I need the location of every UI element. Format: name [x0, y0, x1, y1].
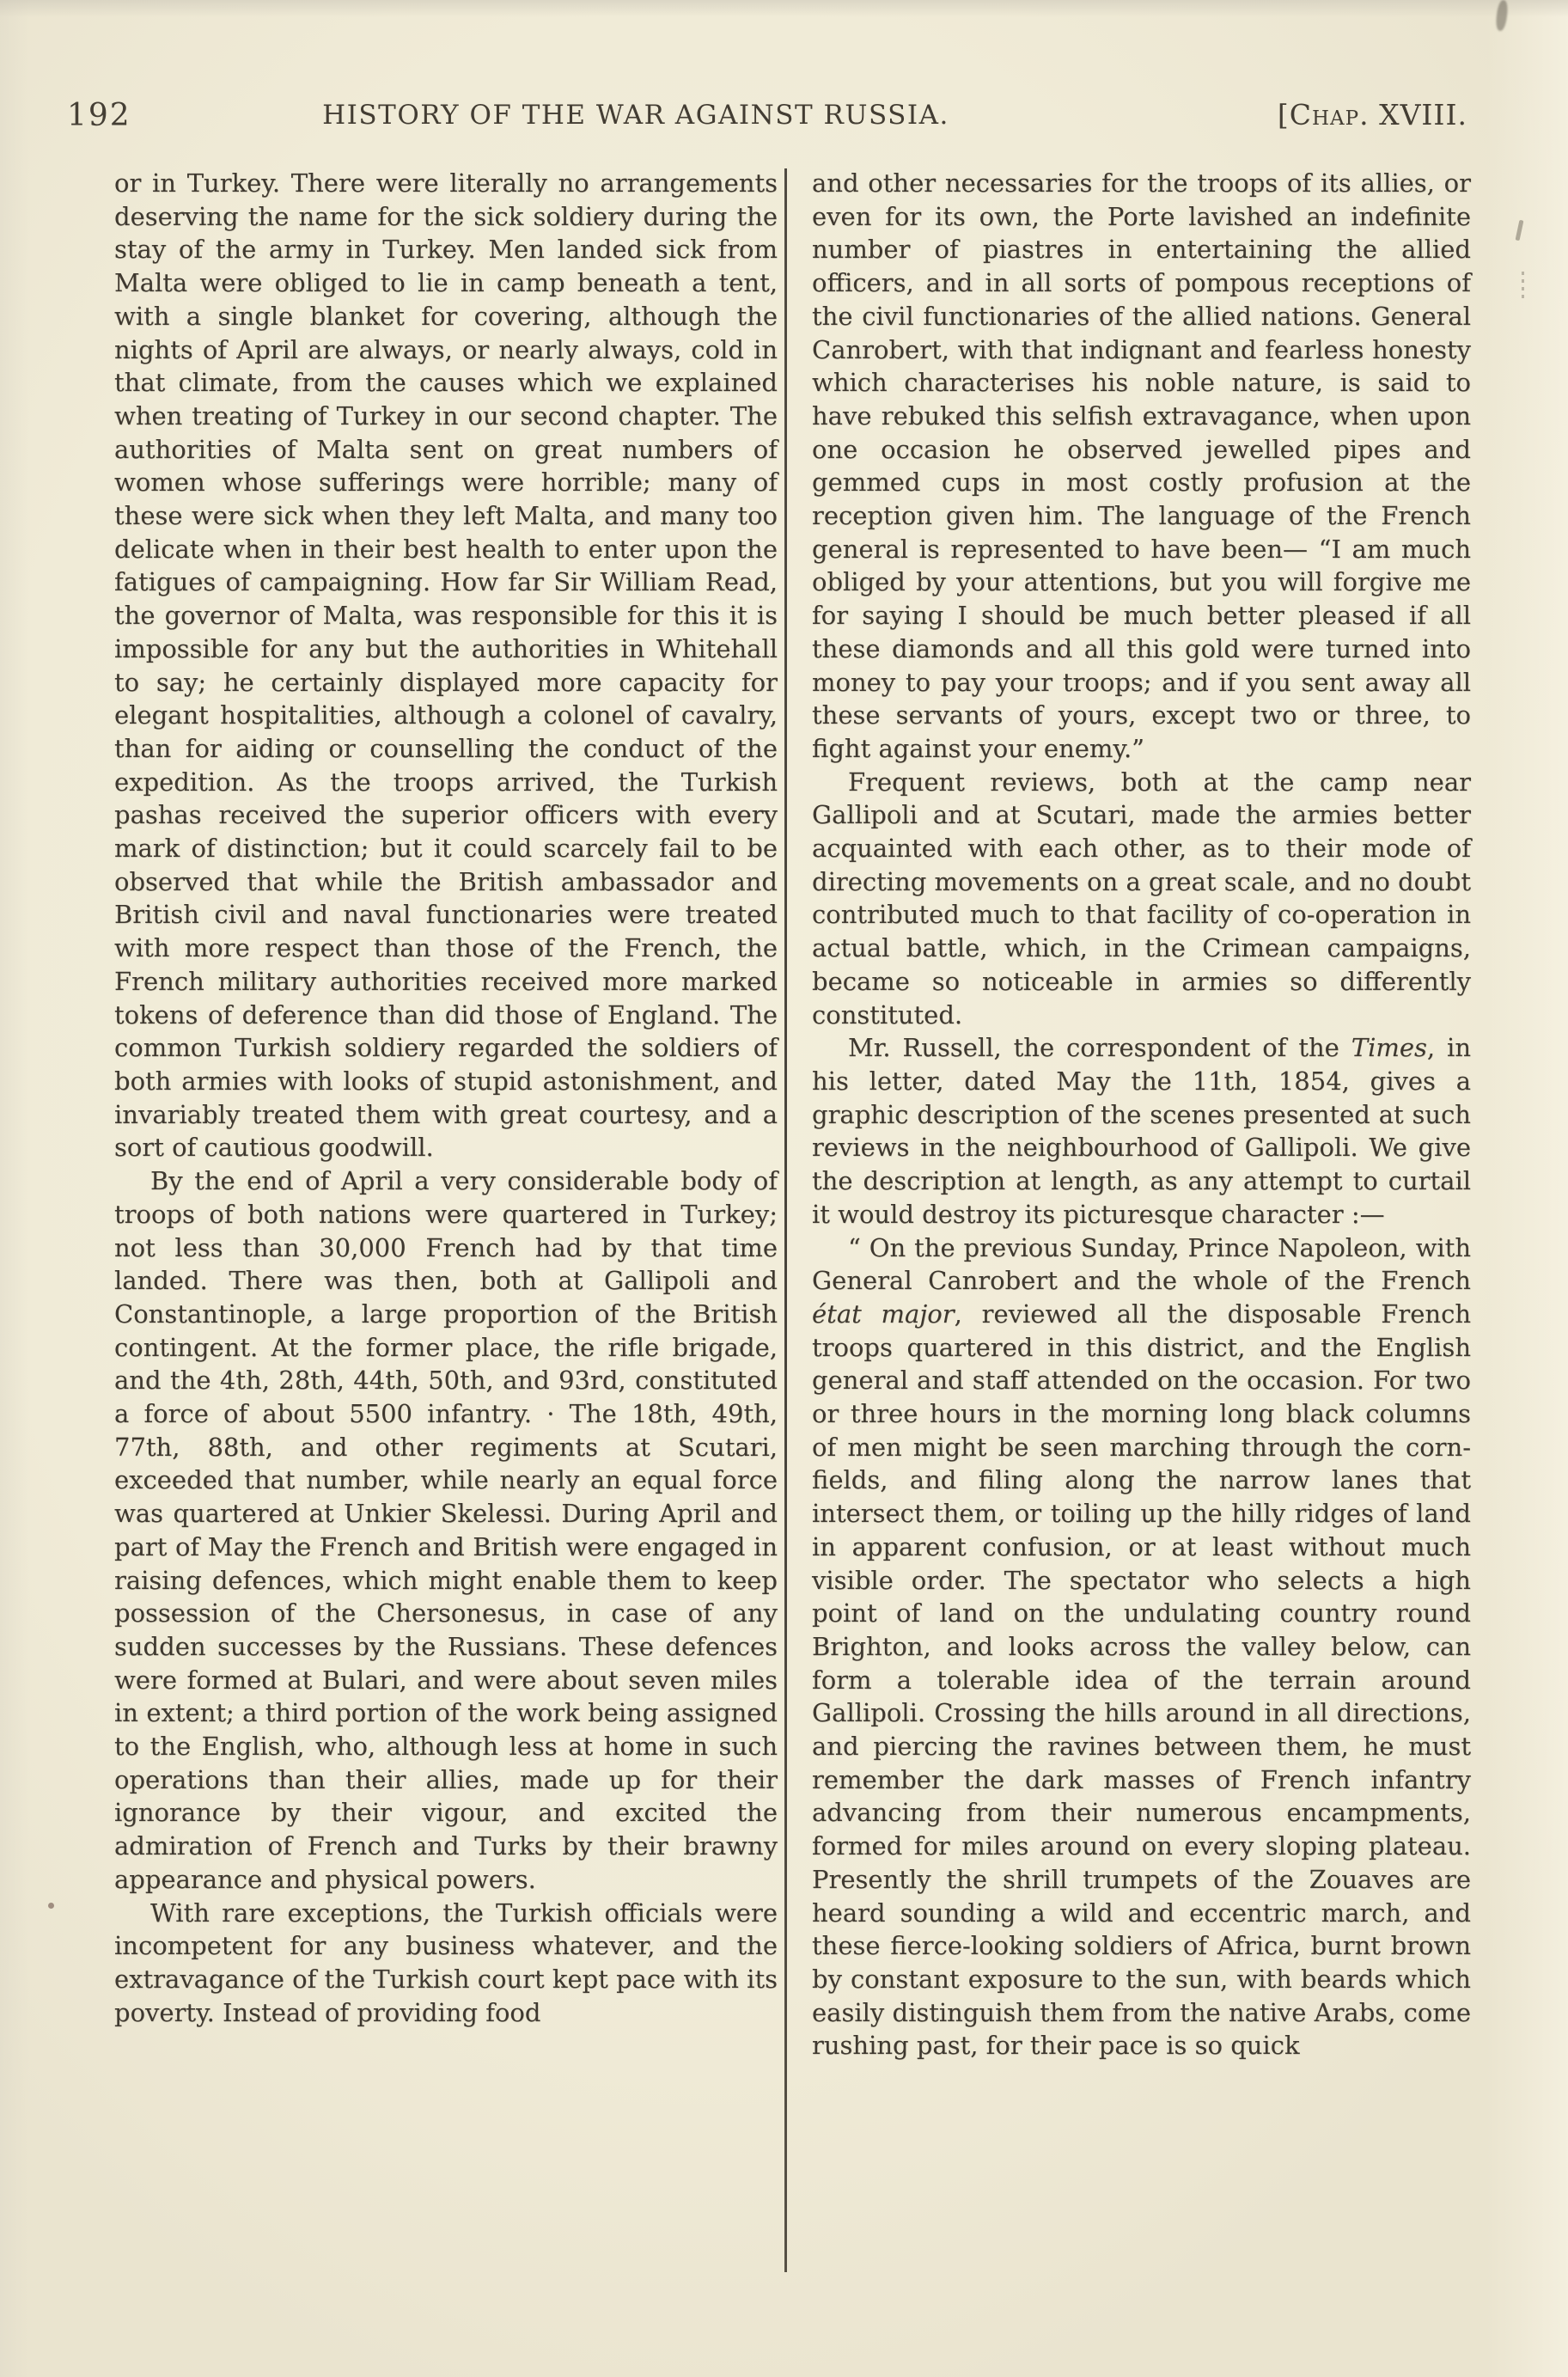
scan-mark — [1522, 272, 1524, 301]
scan-smudge — [1495, 0, 1509, 32]
text-column-left — [114, 167, 778, 2029]
chapter-label: [Chap. XVIII. — [1277, 98, 1467, 131]
text-run: With rare exceptions, the Turkish officials were incompetent for any business whatever, and the extravagance of the Turkish court kept pace with its poverty. Instead of providing food — [114, 1897, 778, 2027]
scan-speck — [48, 1903, 54, 1909]
paragraph — [812, 1231, 1471, 2063]
page-title: HISTORY OF THE WAR AGAINST RUSSIA. — [322, 100, 949, 131]
text-run: Mr. Russell, the correspondent of the — [848, 1033, 1351, 1063]
paragraph — [812, 766, 1471, 1032]
paragraph — [812, 1031, 1471, 1231]
text-run: or in Turkey. There were literally no arrangements deserving the name for the sick soldiery during the stay of the army in Turkey. Men landed sick from Malta were obliged to lie in camp beneath a tent, with a single blanket for covering, although the nights of April are always, or nearly always, cold in that climate, from the causes which we explained when treating of Turkey in our second chapter. The authorities of Malta sent on great numbers of women whose sufferings were horrible; many of these were sick when they left Malta, and many too delicate when in their best health to enter upon the fatigues of campaigning. How far Sir William Read, the governor of Malta, was responsible for this it is impossible for any but the authorities in Whitehall to say; he certainly displayed more capacity for elegant hospitalities, although a colonel of cavalry, than for aiding or counselling the conduct of the expedition. As the troops arrived, the Turkish pashas received the superior officers with every mark of distinction; but it could scarcely fail to be observed that while the British ambassador and British civil and naval functionaries were treated with more respect than those of the French, the French military authorities received more marked tokens of deference than did those of England. The common Turkish soldiery regarded the soldiers of both armies with looks of stupid astonishment, and invariably treated them with great courtesy, and a sort of cautious goodwill. — [114, 168, 778, 1163]
paragraph — [114, 167, 778, 1164]
text-column-right — [812, 167, 1471, 2062]
paragraph — [114, 1164, 778, 1896]
text-run: , reviewed all the disposable French troops quartered in this district, and the English general and staff attended on the occasion. For two or three hours in the morning long black columns of men might be seen marching through the corn-fields, and filing along the narrow lanes that intersect them, or toiling up the hilly ridges of land in apparent confusion, or at least without much visible order. The spectator who selects a high point of land on the undulating country round Brighton, and looks across the valley below, can form a tolerable idea of the terrain around Gallipoli. Crossing the hills around in all directions, and piercing the ravines between them, he must remember the dark masses of French infantry advancing from their numerous encampments, formed for miles around on every sloping plateau. Presently the shrill trumpets of the Zouaves are heard sounding a wild and eccentric march, and these fierce-looking soldiers of Africa, burnt brown by constant exposure to the sun, with beards which easily distinguish them from the native Arabs, come rushing past, for their pace is so quick — [812, 1298, 1471, 2061]
text-run: Frequent reviews, both at the camp near Gallipoli and at Scutari, made the armies better acquainted with each other, as to their mode of directing movements on a great scale, and no doubt contributed much to that facility of co-operation in actual battle, which, in the Crimean campaigns, became so noticeable in armies so differently constituted. — [812, 767, 1472, 1030]
text-run: By the end of April a very considerable body of troops of both nations were quartered in Turkey; not less than 30,000 French had by that time landed. There was then, both at Gallipoli and Constantinople, a large proportion of the British contingent. At the former place, the rifle brigade, and the 4th, 28th, 44th, 50th, and 93rd, constituted a force of about 5500 infantry. · The 18th, 49th, 77th, 88th, and other regiments at Scutari, exceeded that number, while nearly an equal force was quartered at Unkier Skelessi. During April and part of May the French and British were engaged in raising defences, which might enable them to keep possession of the Chersonesus, in case of any sudden successes by the Russians. These defences were formed at Bulari, and were about seven miles in extent; a third portion of the work being assigned to the English, who, although less at home in such operations than their allies, made up for their ignorance by their vigour, and excited the admiration of French and Turks by their brawny appearance and physical powers. — [114, 1166, 778, 1894]
text-run: and other necessaries for the troops of its allies, or even for its own, the Porte lavished an indefinite number of piastres in entertaining the allied officers, and in all sorts of pompous receptions of the civil functionaries of the allied nations. General Canrobert, with that indignant and fearless honesty which characterises his noble nature, is said to have rebuked this selfish extravagance, when upon one occasion he observed jewelled pipes and gemmed cups in most costly profusion at the reception given him. The language of the French general is represented to have been— “I am much obliged by your attentions, but you will forgive me for saying I should be much better pleased if all these diamonds and all this gold were turned into money to pay your troops; and if you sent away all these servants of yours, except two or three, to fight against your enemy.” — [812, 168, 1471, 763]
column-divider-rule — [784, 168, 787, 2272]
text-run: , in his letter, dated May the 11th, 1854, gives a graphic description of the scenes presented at such reviews in the neighbourhood of Gallipoli. We give the description at length, as any attempt to curtail it would destroy its picturesque character :— — [812, 1033, 1471, 1229]
text-run: “ On the previous Sunday, Prince Napoleon, with General Canrobert and the whole of the French — [812, 1232, 1471, 1296]
running-head — [0, 93, 1568, 144]
paragraph — [812, 167, 1471, 766]
paragraph — [114, 1897, 778, 2030]
italic-text-run: Times — [1351, 1033, 1427, 1063]
italic-text-run: état major — [812, 1298, 955, 1329]
scan-mark — [1516, 220, 1524, 241]
page-number: 192 — [67, 98, 131, 133]
